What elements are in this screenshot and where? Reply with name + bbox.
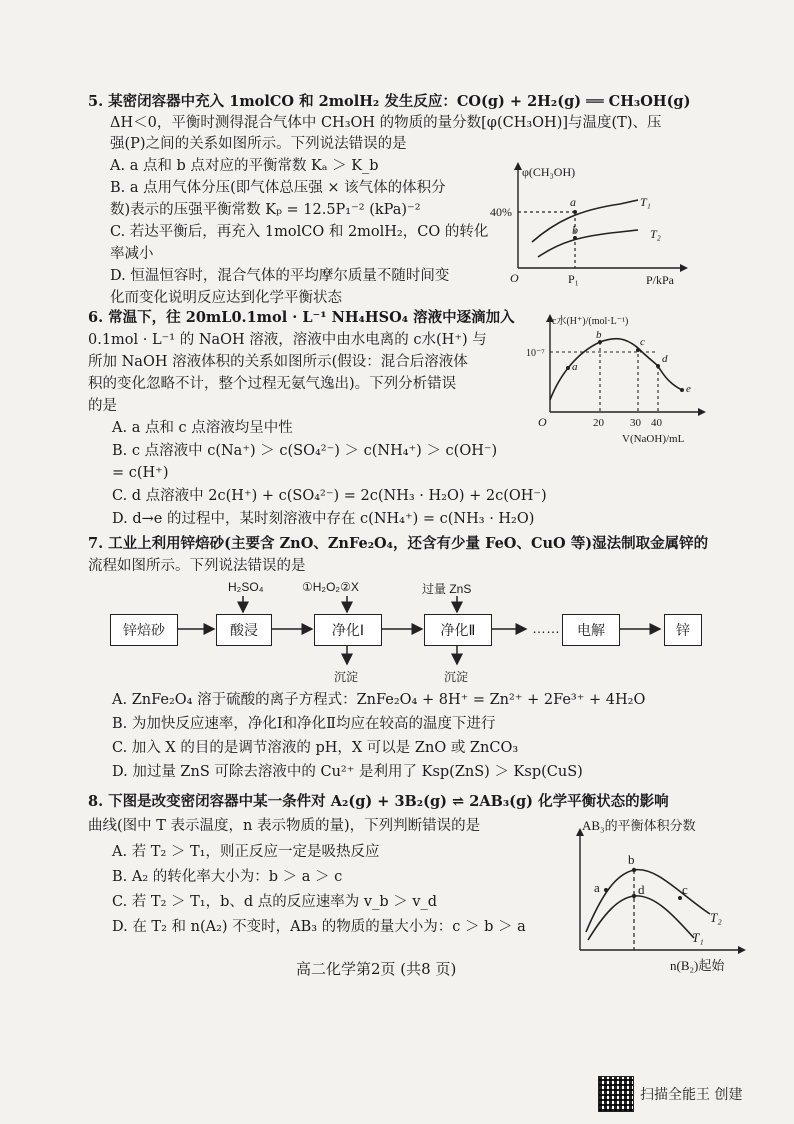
flow-box-acid-leach: 酸浸	[216, 614, 272, 646]
q6-line-3: 所加 NaOH 溶液体积的关系如图所示(假设：混合后溶液体	[88, 354, 468, 370]
q6-point-c: c	[640, 336, 645, 348]
q5-graph-xlabel: P/kPa	[646, 273, 675, 287]
flow-box-zinc: 锌	[664, 614, 702, 646]
q6-line-4: 积的变化忽略不计，整个过程无氨气逸出)。下列分析错误	[88, 376, 457, 392]
q8-option-c: C. 若 T₂ ＞ T₁，b、d 点的反应速率为 v_b ＞ v_d	[112, 894, 438, 910]
q6-graph	[526, 312, 720, 447]
qr-code-icon	[598, 1076, 634, 1112]
q5-option-b-cont: 数)表示的压强平衡常数 Kₚ = 12.5P₁⁻² (kPa)⁻²	[110, 202, 421, 218]
flow-reagent-zns: 过量 ZnS	[422, 582, 472, 596]
q5-label-t2: T₂	[650, 227, 661, 241]
q5-option-d: D. 恒温恒容时，混合气体的平均摩尔质量不随时间变	[110, 268, 450, 284]
q6-graph-xlabel: V(NaOH)/mL	[622, 433, 685, 445]
q8-graph	[560, 814, 760, 974]
q6-xtick-30: 30	[630, 417, 641, 429]
q6-point-a: a	[572, 361, 578, 373]
q7-flowchart	[100, 578, 720, 688]
q5-line-3: 强(P)之间的关系如图所示。下列说法错误的是	[110, 136, 407, 152]
q5-point-b: b	[572, 223, 578, 237]
flow-reagent-h2o2-x: ①H₂O₂②X	[302, 580, 359, 594]
q6-point-e: e	[686, 383, 691, 395]
q7-flow-arrows	[100, 578, 720, 688]
q6-graph-ylabel: c水(H⁺)/(mol·L⁻¹)	[552, 316, 629, 327]
q5-graph-ylabel: φ(CH₃OH)	[522, 165, 576, 179]
q5-graph-y40: 40%	[490, 205, 512, 219]
flow-reagent-h2so4: H₂SO₄	[228, 580, 264, 594]
q5-graph-origin: O	[510, 271, 519, 285]
q5-option-a: A. a 点和 b 点对应的平衡常数 Kₐ ＞ K_b	[110, 158, 379, 174]
q8-point-c: c	[682, 882, 688, 897]
q5-point-a: a	[570, 195, 576, 209]
q8-point-d: d	[638, 882, 645, 897]
q5-line-1: 5. 某密闭容器中充入 1molCO 和 2molH₂ 发生反应：CO(g) + 2H₂(g) ══ CH₃OH(g)	[88, 93, 691, 110]
q8-label-t1: T₁	[692, 930, 704, 945]
q8-graph-ylabel: AB₃的平衡体积分数	[582, 818, 696, 833]
q5-option-c: C. 若达平衡后，再充入 1molCO 和 2molH₂，CO 的转化	[110, 224, 489, 240]
q5-label-t1: T₁	[640, 195, 651, 209]
q6-option-c: C. d 点溶液中 2c(H⁺) + c(SO₄²⁻) = 2c(NH₃ · H₂O) + 2c(OH⁻)	[112, 488, 547, 504]
flow-box-purify-1: 净化Ⅰ	[314, 614, 382, 646]
q5-line-2: ΔH＜0，平衡时测得混合气体中 CH₃OH 的物质的量分数[φ(CH₃OH)]与温度(T)、压	[110, 115, 662, 131]
q5-option-b: B. a 点用气体分压(即气体总压强 × 该气体的体积分	[110, 180, 446, 196]
flow-dots: ……	[532, 620, 560, 636]
q6-line-5: 的是	[88, 398, 117, 414]
flow-box-raw-material: 锌焙砂	[110, 614, 178, 646]
q8-option-d: D. 在 T₂ 和 n(A₂) 不变时，AB₃ 的物质的量大小为：c ＞ b ＞ a	[112, 919, 526, 935]
q5-graph-p1: P₁	[568, 272, 579, 286]
q6-point-b: b	[596, 329, 602, 341]
q6-xtick-20: 20	[593, 417, 604, 429]
q7-line-2: 流程如图所示。下列说法错误的是	[88, 558, 306, 574]
q6-option-a: A. a 点和 c 点溶液均呈中性	[112, 420, 293, 436]
q7-line-1: 7. 工业上利用锌焙砂(主要含 ZnO、ZnFe₂O₄，还含有少量 FeO、CuO 等)湿法制取金属锌的	[88, 535, 709, 552]
q6-point-d: d	[662, 353, 668, 365]
q6-graph-origin: O	[538, 415, 547, 429]
q8-label-t2: T₂	[710, 910, 722, 925]
q5-graph	[480, 160, 700, 285]
q6-option-b-cont: = c(H⁺)	[112, 465, 169, 481]
flow-box-electrolysis: 电解	[562, 614, 620, 646]
q7-option-d: D. 加过量 ZnS 可除去溶液中的 Cu²⁺ 是利用了 Ksp(ZnS) ＞ Ksp(CuS)	[112, 764, 583, 780]
q8-point-a: a	[594, 880, 600, 895]
q8-point-b: b	[628, 852, 635, 867]
q6-line-1: 6. 常温下，往 20mL0.1mol · L⁻¹ NH₄HSO₄ 溶液中逐滴加入	[88, 309, 515, 326]
q6-option-d: D. d→e 的过程中，某时刻溶液中存在 c(NH₄⁺) = c(NH₃ · H₂O)	[112, 511, 535, 527]
q5-option-d-cont: 化而变化说明反应达到化学平衡状态	[110, 290, 342, 306]
flow-output-precipitate-2: 沉淀	[444, 670, 469, 684]
q7-option-c: C. 加入 X 的目的是调节溶液的 pH，X 可以是 ZnO 或 ZnCO₃	[112, 740, 519, 756]
q8-graph-xlabel: n(B₂)起始	[670, 958, 725, 973]
q8-option-a: A. 若 T₂ ＞ T₁，则正反应一定是吸热反应	[112, 844, 380, 860]
q8-line-2: 曲线(图中 T 表示温度，n 表示物质的量)，下列判断错误的是	[88, 818, 481, 834]
q8-option-b: B. A₂ 的转化率大小为：b ＞ a ＞ c	[112, 869, 343, 885]
flow-output-precipitate-1: 沉淀	[334, 670, 359, 684]
q7-option-b: B. 为加快反应速率，净化Ⅰ和净化Ⅱ均应在较高的温度下进行	[112, 716, 496, 732]
q6-graph-ytick: 10⁻⁷	[526, 348, 545, 359]
q7-option-a: A. ZnFe₂O₄ 溶于硫酸的离子方程式：ZnFe₂O₄ + 8H⁺ = Zn²⁺ + 2Fe³⁺ + 4H₂O	[112, 692, 646, 708]
q8-line-1: 8. 下图是改变密闭容器中某一条件对 A₂(g) + 3B₂(g) ⇌ 2AB₃(g) 化学平衡状态的影响	[88, 793, 669, 810]
q6-line-2: 0.1mol · L⁻¹ 的 NaOH 溶液，溶液中由水电离的 c水(H⁺) 与	[88, 332, 487, 348]
q6-option-b: B. c 点溶液中 c(Na⁺) ＞ c(SO₄²⁻) ＞ c(NH₄⁺) ＞ c(OH⁻)	[112, 443, 498, 459]
q6-xtick-40: 40	[651, 417, 662, 429]
flow-box-purify-2: 净化Ⅱ	[424, 614, 492, 646]
scanner-watermark: 扫描全能王 创建	[640, 1087, 743, 1103]
q5-option-c-cont: 率减小	[110, 246, 154, 262]
page-footer: 高二化学第2页 (共8 页)	[296, 960, 457, 978]
